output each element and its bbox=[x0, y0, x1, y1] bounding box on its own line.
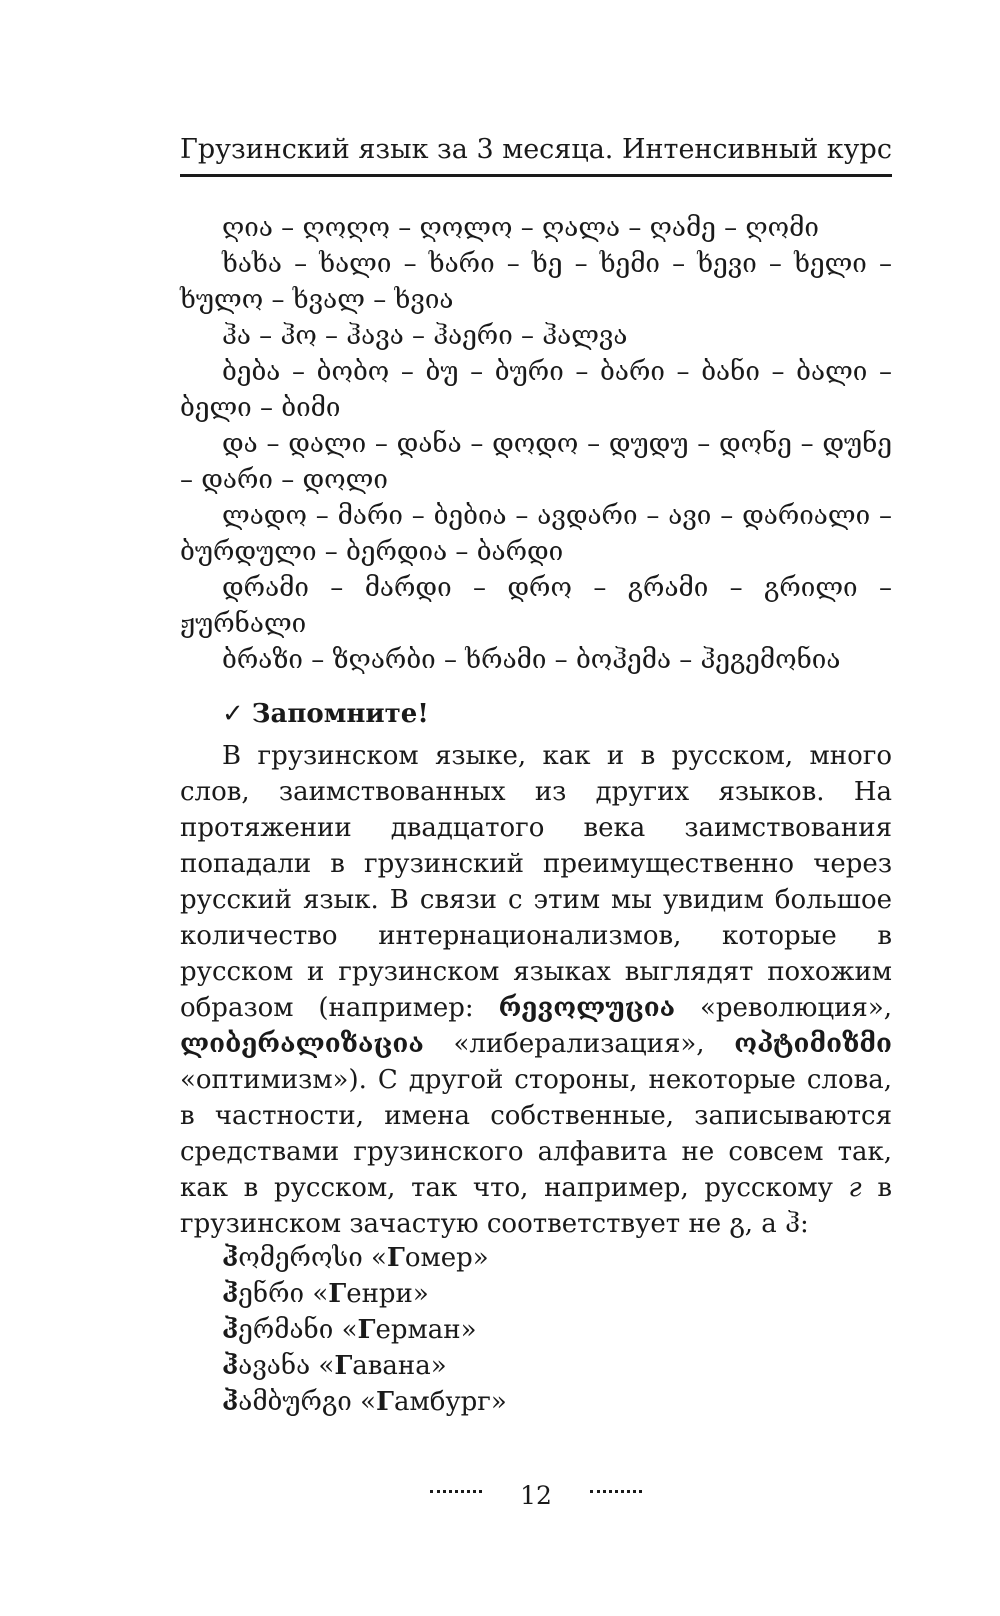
paragraph-text: в грузинском зачастую соответствует не bbox=[180, 1173, 892, 1239]
drill-line: ბრაზი – ზღარბი – ხრამი – ბოჰემა – ჰეგემონია bbox=[222, 645, 841, 675]
georgian-name: ავანა bbox=[238, 1351, 311, 1381]
highlighted-letter: Г bbox=[376, 1387, 394, 1417]
georgian-name: ერმანი bbox=[238, 1315, 334, 1345]
highlighted-letter: Г bbox=[386, 1243, 405, 1273]
highlighted-letter: ჰ bbox=[222, 1279, 239, 1309]
highlighted-letter: ჰ bbox=[222, 1315, 239, 1345]
highlighted-letter: ჰ bbox=[222, 1243, 239, 1273]
georgian-example-word: ლიბერალიზაცია bbox=[180, 1029, 424, 1059]
russian-name: ерман bbox=[375, 1315, 461, 1345]
quote-close: » bbox=[490, 1387, 507, 1417]
drill-line: ბება – ბობო – ბუ – ბური – ბარი – ბანი – ბალი – ბელი – ბიმი bbox=[180, 357, 892, 423]
highlighted-letter: ჰ bbox=[222, 1387, 239, 1417]
paragraph-text: «революция», bbox=[675, 993, 892, 1023]
list-item bbox=[222, 1312, 507, 1348]
paragraph-text: В грузинском языке, как и в русском, много слов, заимствованных из других языков. На протяжении двадцатого века заимствования попадали в грузинский преимущественно через русский язык. В связи с этим мы увидим большое количество интернационализмов, которые в русском и грузинском языках выглядят похожим образом (например: bbox=[180, 741, 892, 1023]
georgian-letter: გ bbox=[729, 1209, 745, 1239]
quote-open: « bbox=[304, 1279, 329, 1309]
list-item bbox=[222, 1384, 507, 1420]
remember-heading bbox=[222, 696, 429, 732]
remember-label: Запомните! bbox=[251, 699, 429, 729]
book-page bbox=[180, 0, 892, 1616]
running-header-title: Грузинский язык за 3 месяца. Интенсивный курс bbox=[180, 134, 892, 165]
georgian-example-word: ოპტიმიზმი bbox=[734, 1029, 892, 1059]
drill-line: და – დალი – დანა – დოდო – დუდუ – დონე – დუნე – დარი – დოლი bbox=[180, 429, 892, 495]
georgian-name: ომეროსი bbox=[238, 1243, 363, 1273]
quote-close: » bbox=[430, 1351, 447, 1381]
paragraph-text: «либерализация», bbox=[423, 1029, 735, 1059]
quote-open: « bbox=[310, 1351, 335, 1381]
name-examples-list bbox=[222, 1240, 507, 1420]
georgian-example-word: რევოლუცია bbox=[498, 993, 676, 1023]
reading-drill bbox=[180, 210, 892, 678]
drill-line: დრამი – მარდი – დრო – გრამი – გრილი – ჟურნალი bbox=[180, 573, 892, 639]
list-item bbox=[222, 1276, 507, 1312]
highlighted-letter: Г bbox=[357, 1315, 376, 1345]
russian-name: омер bbox=[404, 1243, 473, 1273]
quote-open: « bbox=[362, 1243, 387, 1273]
highlighted-letter: Г bbox=[334, 1351, 353, 1381]
italic-letter: г bbox=[848, 1173, 862, 1203]
paragraph-text: , а bbox=[744, 1209, 786, 1239]
page-number: 12 bbox=[520, 1481, 552, 1510]
footer-dots-left bbox=[430, 1490, 482, 1493]
quote-open: « bbox=[351, 1387, 377, 1417]
checkmark-icon: ✓ bbox=[222, 699, 244, 729]
georgian-name: ენრი bbox=[238, 1279, 305, 1309]
list-item bbox=[222, 1348, 507, 1384]
page-footer bbox=[180, 1480, 892, 1512]
highlighted-letter: Г bbox=[328, 1279, 347, 1309]
georgian-name: ამბურგი bbox=[238, 1387, 352, 1417]
drill-line: ღია – ღოღო – ღოლო – ღალა – ღამე – ღომი bbox=[222, 213, 819, 243]
list-item bbox=[222, 1240, 507, 1276]
footer-dots-right bbox=[590, 1490, 642, 1493]
highlighted-letter: ჰ bbox=[222, 1351, 239, 1381]
quote-open: « bbox=[333, 1315, 358, 1345]
drill-line: ლადო – მარი – ბებია – ავდარი – ავი – დარიალი – ბურდული – ბერდია – ბარდი bbox=[180, 501, 892, 567]
paragraph-text: «оптимизм»). С другой стороны, некоторые слова, в частности, имена собственные, записываются средствами грузинского алфавита не совсем так, как в русском, так что, например, русскому bbox=[180, 1065, 892, 1203]
quote-close: » bbox=[472, 1243, 489, 1273]
georgian-letter: ჰ bbox=[785, 1209, 800, 1239]
russian-name: авана bbox=[352, 1351, 431, 1381]
quote-close: » bbox=[412, 1279, 429, 1309]
drill-line: ჰა – ჰო – ჰავა – ჰაერი – ჰალვა bbox=[222, 321, 628, 351]
quote-close: » bbox=[460, 1315, 477, 1345]
russian-name: енри bbox=[346, 1279, 413, 1309]
header-divider bbox=[180, 174, 892, 177]
russian-name: амбург bbox=[393, 1387, 491, 1417]
drill-line: ხახა – ხალი – ხარი – ხე – ხემი – ხევი – ხელი – ხულო – ხვალ – ხვია bbox=[180, 249, 892, 315]
explanation-paragraph bbox=[180, 738, 892, 1242]
paragraph-text: : bbox=[799, 1209, 809, 1239]
